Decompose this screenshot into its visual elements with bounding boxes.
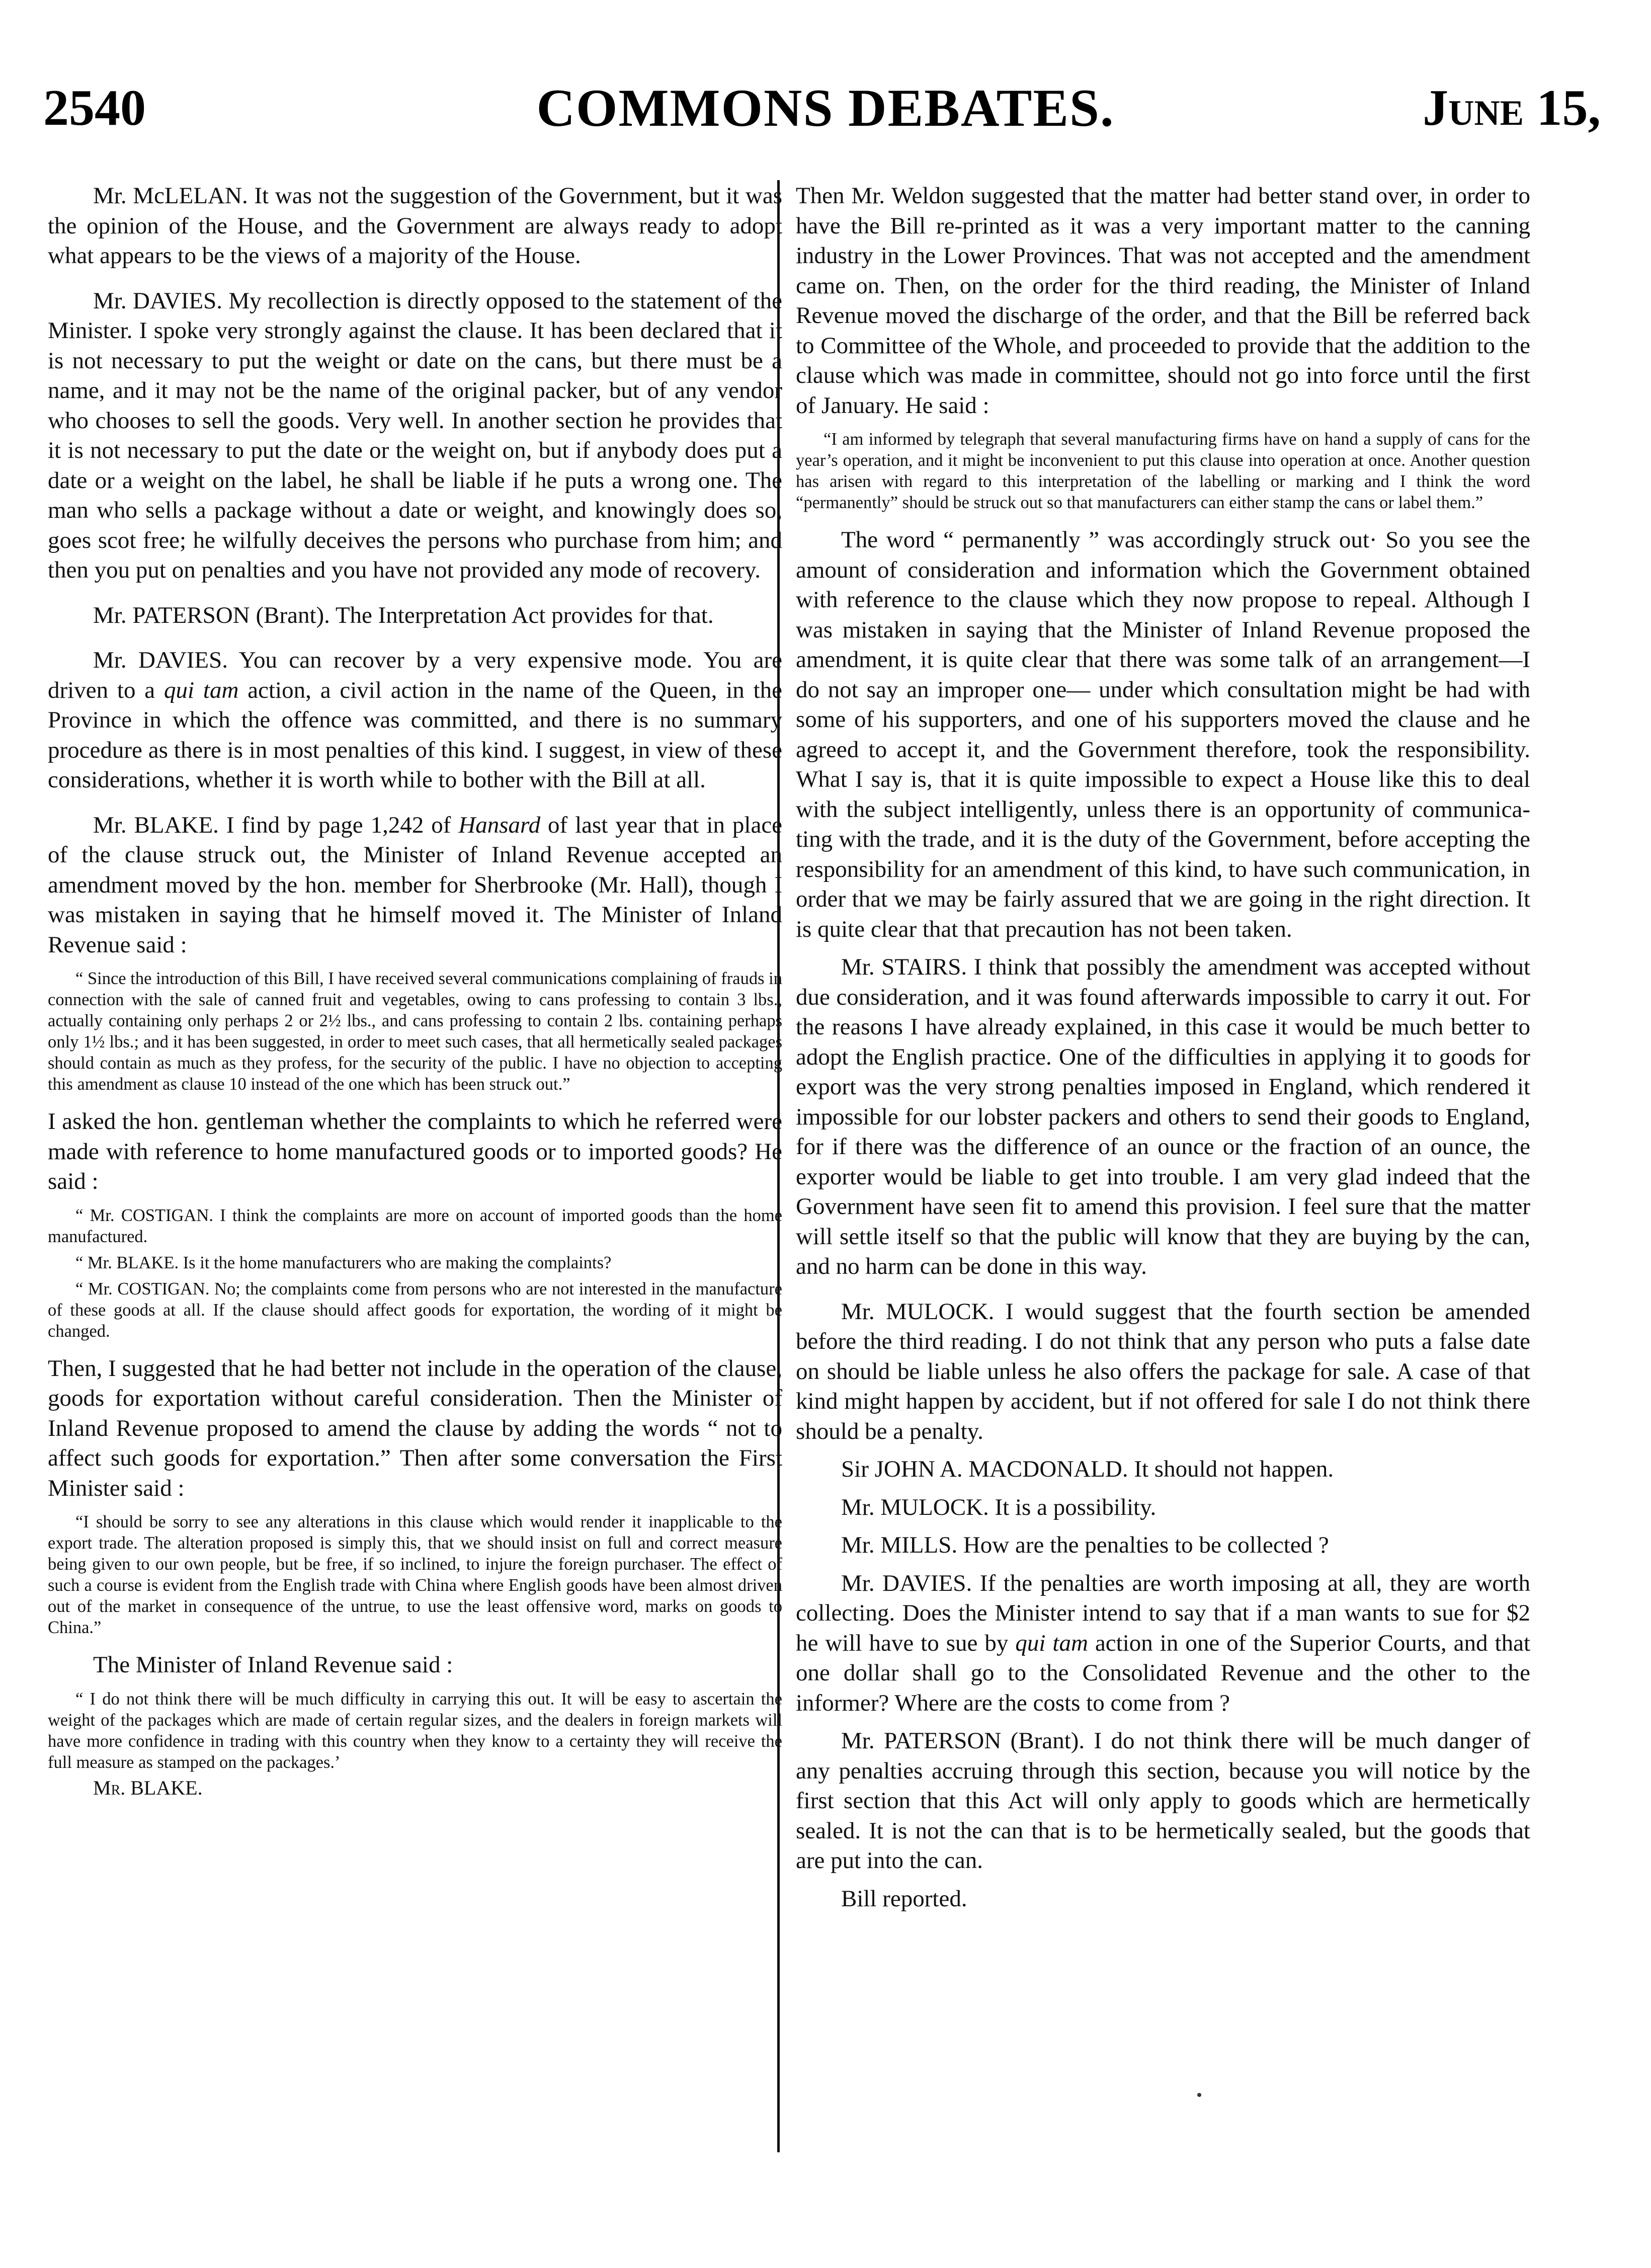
speech-text: I think that possibly the amendment was accepted without due consideration, and it was found afterwards impossible to carry it out. For the reasons I have already explained, in this case it would be much better to adopt the English practice. One of the difficulties in applying it to goods for export was the very strong penalties imposed in England, which rendered it impossible for our lobster packers and others to send their goods to England, for if there was the difference of an ounce or the fraction of an ounce, the exporter would be liable to get into trouble. I am very glad indeed that the Government have seen fit to amend this provision. I feel sure that the matter will settle itself so that the public will know that they are buying by the can, and no harm can be done in this way.	[796, 954, 1531, 1279]
page-header	[0, 75, 1651, 141]
quotation-minister-1: “ Since the introduction of this Bill, I have received several communications complaining of frauds in connection with the sale of canned fruit and vegetables, owing to cans professing to contain 3 lbs., actually containing only perhaps 2 or 2½ lbs., and cans professing to contain 2 lbs. containing perhaps only 1½ lbs.; and it has been suggested, in order to meet such cases, that all hermetically sealed packages should contain as much as they profess, for the security of the public. I have no objection to accepting this amendment as clause 10 instead of the one which has been struck out.”	[48, 969, 782, 1094]
speech-mulock-1	[796, 1297, 1530, 1447]
speaker-name: Mr. PATERSON (Brant).	[841, 1728, 1085, 1754]
print-speck	[1197, 2093, 1201, 2097]
speaker-name: Mr. PATERSON (Brant).	[93, 602, 330, 628]
speaker-name: Mr. DAVIES.	[93, 287, 222, 314]
paragraph-then: Then, I suggested that he had better not include in the operation of the clause, goods for exportation without careful consideration. Then the Minister of Inland Revenue proposed to amend the clause by adding the words “ not to affect such goods for exportation.” Then after some conversation the First Minister said :	[48, 1355, 782, 1501]
publication-title: COMMONS DEBATES.	[536, 78, 1115, 137]
speaker-name: Mr. MULOCK.	[841, 1298, 995, 1325]
speech-text: It should not happen.	[1134, 1456, 1334, 1482]
paragraph-asked: I asked the hon. gentleman whether the complaints to which he referred were made with reference to home manufactured goods or to imported goods? He said :	[48, 1108, 782, 1194]
speech-davies-2	[48, 645, 782, 795]
paragraph-minister-said: The Minister of Inland Revenue said :	[93, 1652, 453, 1678]
speaker-name: Mr. DAVIES.	[93, 647, 228, 673]
speech-text: action, a civil action in the name of the Queen, in the Province in which the offence was committed, and there is no summary procedure as there is in most penalties of this kind. I suggest, in view of these considerations, whether it is worth while to bother with the Bill at all.	[48, 677, 783, 793]
page-number: 2540	[43, 79, 146, 136]
quotation-first-minister: “I should be sorry to see any alterations in this clause which would render it inapplicable to the export trade. The alteration proposed is simply this, that we should insist on full and correct measure being given to our own people, but be free, if so inclined, to injure the foreign purchaser. The effect of such a course is evident from the English trade with China where English goods have been almost driven out of the market in consequence of the untrue, to use the least offensive word, marks on goods to China.”	[48, 1512, 782, 1637]
speaker-name: Mr. DAVIES.	[841, 1570, 972, 1596]
speech-text: I find by page 1,242 of	[226, 812, 451, 838]
speech-mills	[796, 1530, 1530, 1561]
speech-text: I would suggest that the fourth section be amended before the third reading. I do not think that any person who puts a false date on should be liable unless he also offers the package for sale. A case of that kind might happen by accident, but if not offered for sale I do not think there should be a penalty.	[796, 1298, 1531, 1444]
quotation-minister-2: “ I do not think there will be much difficulty in carrying this out. It will be easy to ascertain the weight of the packages which are made of certain regular sizes, and the dealers in foreign markets will have more confidence in trading with this country when they know to a certainty they will receive the full measure as stamped on the packages.’	[48, 1689, 782, 1772]
speech-text: It was not the suggestion of the Government, but it was the opinion of the House, and the Government are always ready to adopt what appears to be the views of a majority of the House.	[48, 183, 783, 269]
speech-davies-1	[48, 286, 782, 586]
italic-term: qui tam	[164, 677, 239, 703]
speech-text: My recollection is directly opposed to the statement of the Minister. I spoke very strongly against the clause. It has been declared that it is not necessary to put the weight or date on the cans, but there must be a name, and it may not be the name of the original packer, but of any vendor who chooses to sell the goods. Very well. In another section he provides that it is not necessary to put the date or the weight on, but if anybody does put a date or a weight on the label, he shall be liable if he puts a wrong one. The man who sells a package without a date or weight, and knowingly does so, goes scot free; he wilfully deceives the persons who purchase from him; and then you put on penalties and you have not provided any mode of recovery.	[48, 287, 782, 583]
left-column	[48, 181, 782, 1800]
speech-text: How are the penalties to be collected ?	[963, 1532, 1329, 1558]
speech-macdonald	[796, 1454, 1530, 1485]
speaker-name: Sir JOHN A. MACDONALD.	[841, 1456, 1128, 1482]
right-column	[796, 181, 1530, 1922]
paragraph-weldon: Then Mr. Weldon suggested that the matter had better stand over, in order to have the Bill re-printed as it was a very important matter to the canning industry in the Lower Provinces. That was not accepted and the amendment came on. Then, on the order for the third reading, the Minister of Inland Revenue moved the discharge of the order, and that the Bill be referred back to Committee of the Whole, and proceeded to provide that the addition to the clause which was made in committee, should not go into force until the first of January. He said :	[796, 183, 1530, 419]
speech-blake-1	[48, 811, 782, 960]
speaker-name: Mr. BLAKE.	[93, 812, 219, 838]
quotation-costigan-2: “ Mr. COSTIGAN. No; the complaints come from persons who are not interested in the manufacture of these goods at all. If the clause should affect goods for exportation, the wording of it might be changed.	[48, 1279, 782, 1341]
speech-mclelan	[48, 181, 782, 271]
quotation-telegraph: “I am informed by telegraph that several manufacturing firms have on hand a supply of cans for the year’s operation, and it might be inconvenient to put this clause into operation at once. Another question has arisen with regard to this interpretation of the labelling or marking and I think the word “permanently” should be struck out so that manufacturers can either stamp the cans or label them.”	[796, 430, 1530, 512]
bill-reported: Bill reported.	[841, 1885, 967, 1912]
speech-paterson-1	[48, 601, 782, 631]
speech-text: If the penalties are worth imposing at all, they are worth collecting. Does the Minister intend to say that if a man wants to sue for $2 he will have to sue by	[796, 1570, 1530, 1656]
speech-stairs	[796, 952, 1530, 1282]
continuation-speaker: Mr. BLAKE.	[93, 1776, 203, 1799]
quotation-blake-question: “ Mr. BLAKE. Is it the home manufacturers who are making the complaints?	[75, 1253, 612, 1272]
italic-term: Hansard	[458, 812, 541, 838]
speech-text: The Interpretation Act provides for that.	[335, 602, 714, 628]
italic-term: qui tam	[1015, 1630, 1088, 1656]
speech-davies-3	[796, 1569, 1530, 1719]
speaker-name: Mr. MULOCK.	[841, 1494, 989, 1520]
paragraph-permanently: The word “ permanently ” was accordingly struck out· So you see the amount of consideration and information which the Government obtained with reference to the clause which they now propose to repeal. Although I was mistaken in saying that the Minister of Inland Revenue proposed the amendment, it is quite clear that there was some talk of an arrangement—I do not say an improper one— under which consultation might be had with some of his supporters, and one of his supporters moved the clause and he agreed to accept it, and the Government therefore, took the responsibility. What I say is, that it is quite impossible to expect a House like this to deal with the subject intelligently, unless there is an opportunity of communicating with the trade, and it is the duty of the Government, before accepting the responsibility for an amendment of this kind, to have such communication, in order that we may be fairly assured that we are going in the right direction. It is quite clear that that precaution has not been taken.	[796, 527, 1530, 942]
speech-paterson-2	[796, 1726, 1530, 1876]
speech-text: action in one of the Superior Courts, and that one dollar shall go to the Consolidated Revenue and the other to the informer? Where are the costs to come from ?	[796, 1630, 1531, 1716]
speech-mulock-2	[796, 1493, 1530, 1523]
speaker-name: Mr. MILLS.	[841, 1532, 958, 1558]
speech-text: I do not think there will be much danger of any penalties accruing through this section, because you will notice by the first section that this Act will only apply to goods which are hermetically sealed. It is not the can that is to be hermetically sealed, but the goods that are put into the can.	[796, 1728, 1531, 1874]
speech-text: of last year that in place of the clause struck out, the Minister of Inland Revenue accepted an amendment moved by the hon. member for Sherbrooke (Mr. Hall), though I was mistaken in saying that he himself moved it. The Minister of Inland Revenue said :	[48, 812, 783, 958]
quotation-costigan-1: “ Mr. COSTIGAN. I think the complaints are more on account of imported goods than the home manufactured.	[48, 1205, 782, 1246]
speech-text: It is a possibility.	[995, 1494, 1157, 1520]
speaker-name: Mr. STAIRS.	[841, 954, 967, 980]
page-date: June 15,	[1423, 79, 1601, 136]
speech-text: You can recover by a very expensive mode. You are driven to a	[48, 647, 783, 703]
speaker-name: Mr. McLELAN.	[93, 183, 248, 209]
